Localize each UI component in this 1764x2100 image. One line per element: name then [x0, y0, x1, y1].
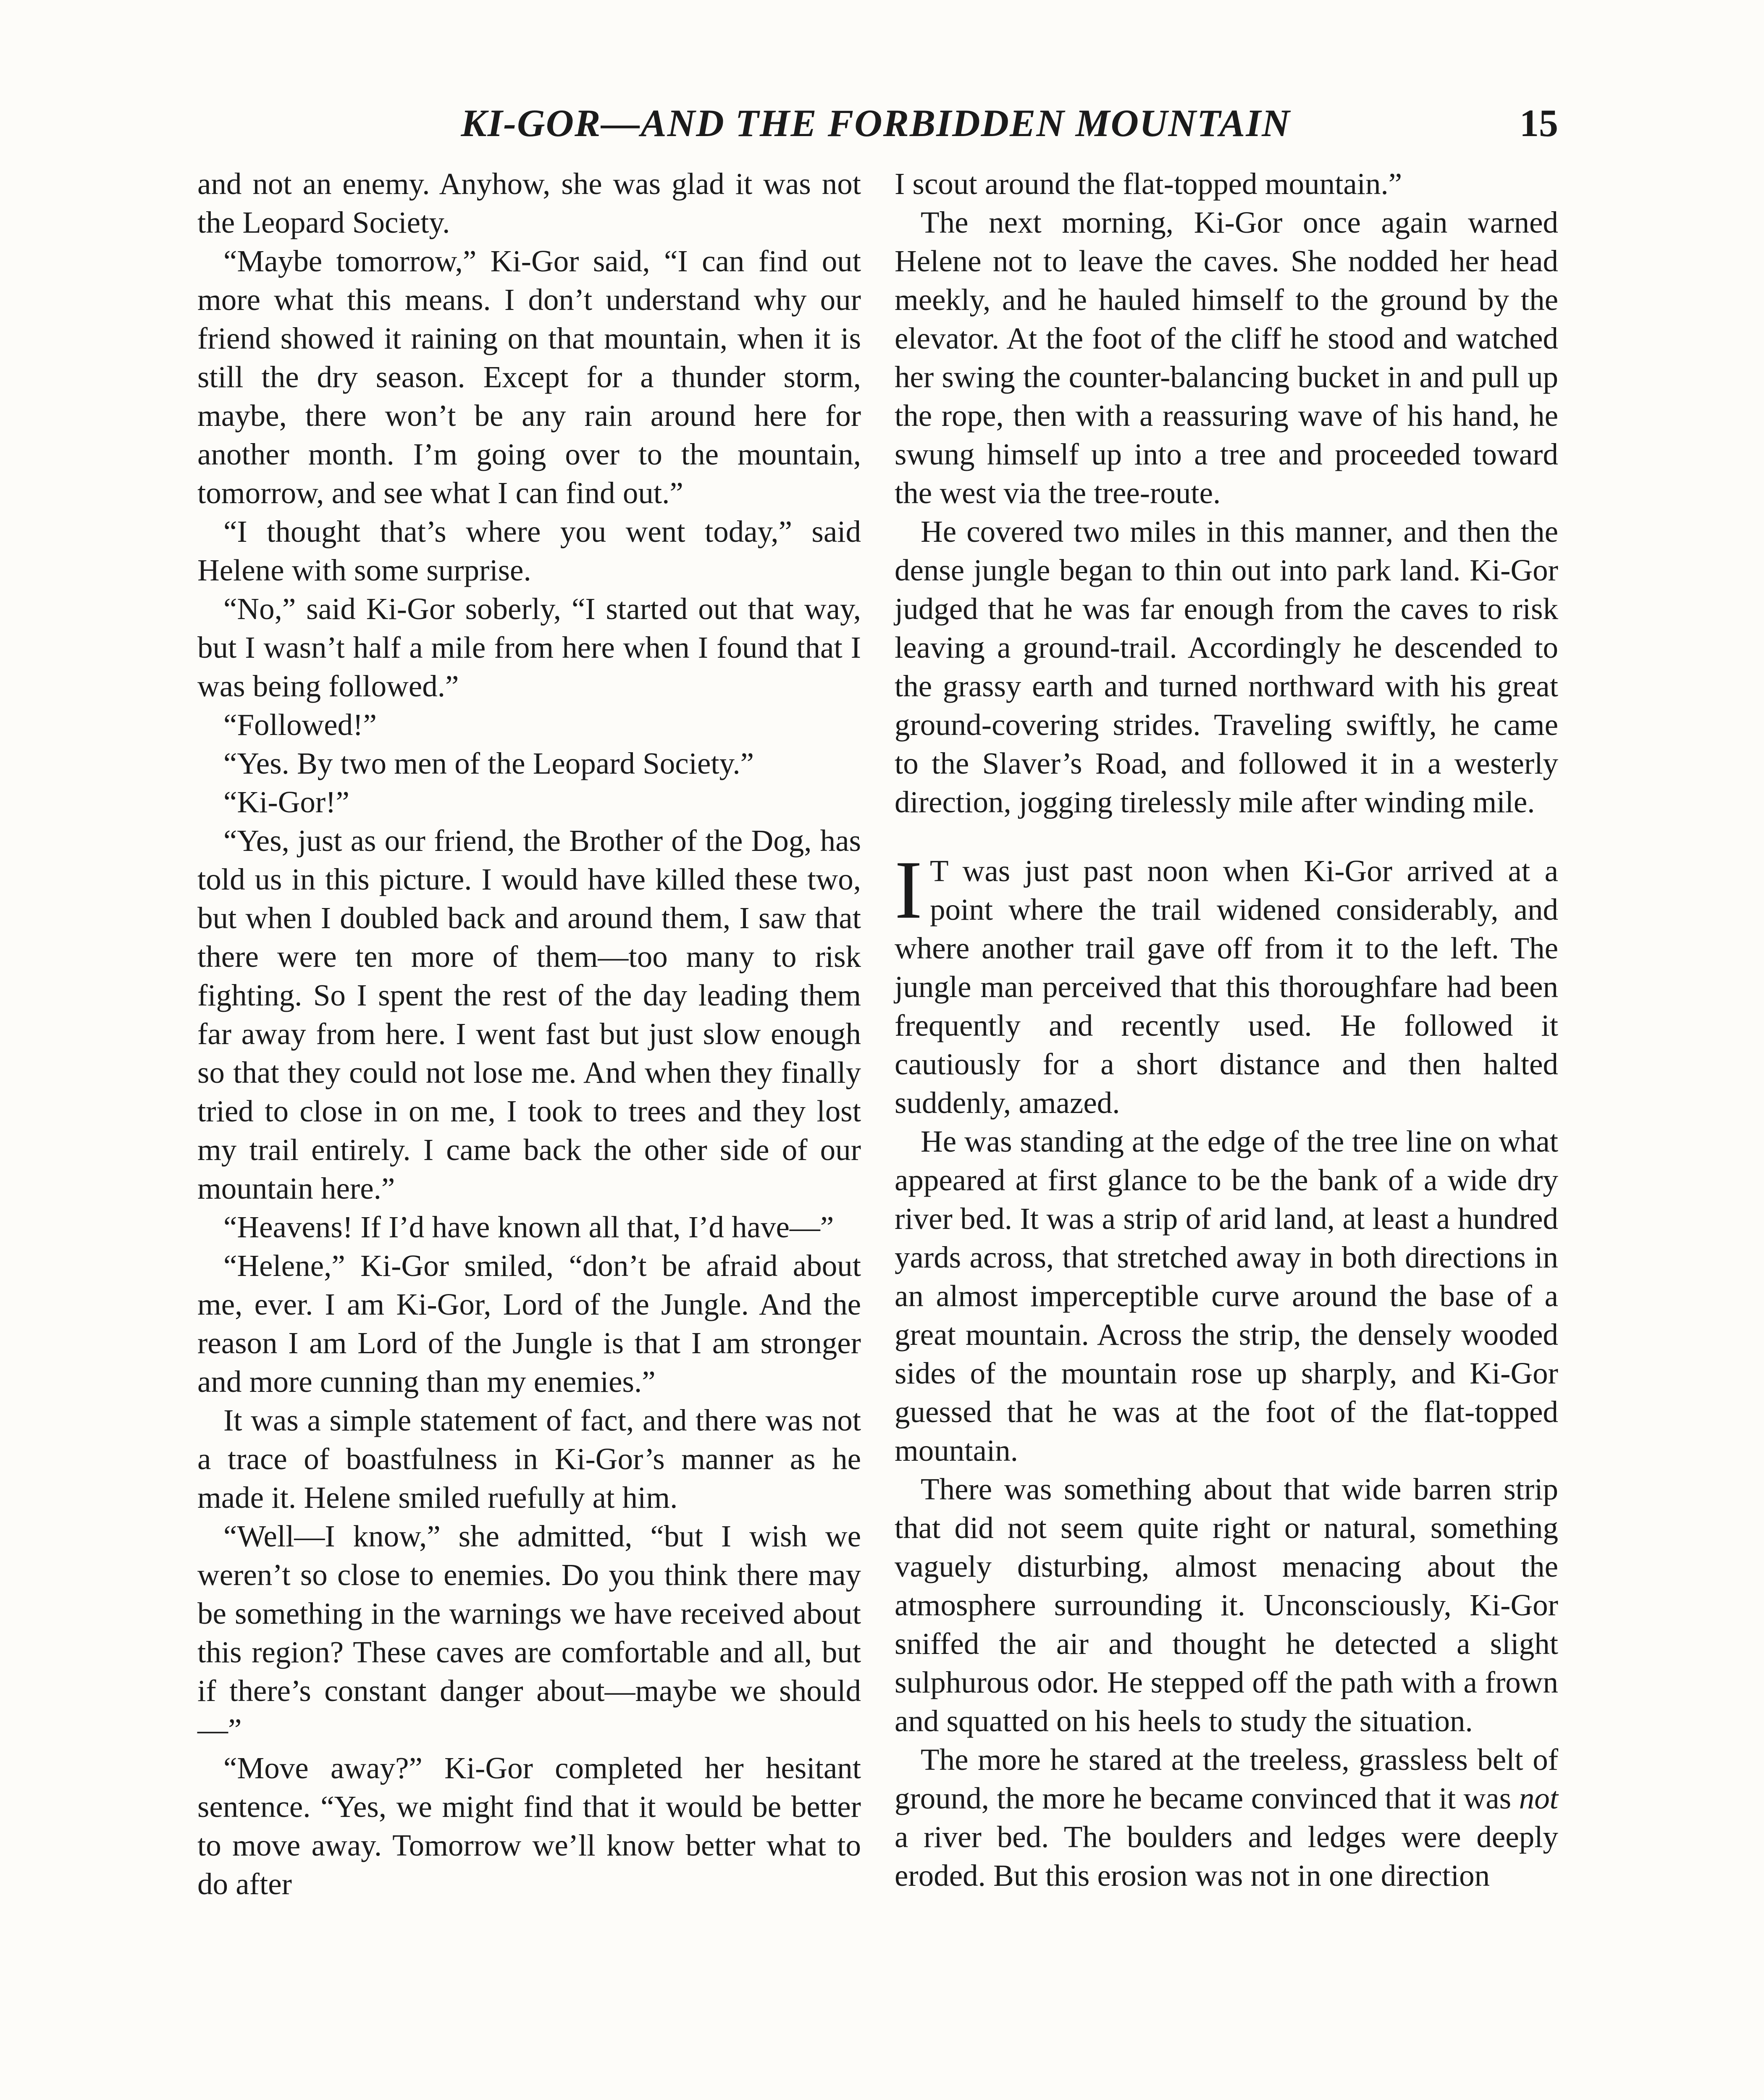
dropcap-letter: I: [895, 844, 922, 936]
paragraph: “Maybe tomorrow,” Ki-Gor said, “I can find out more what this means. I don’t understand why our friend showed it raining on that mountain, when it is still the dry season. Except for a thunder storm, maybe, there won’t be any rain around here for another month. I’m going over to the mountain, tomorrow, and see what I can find out.”: [197, 244, 861, 510]
paragraph: “Helene,” Ki-Gor smiled, “don’t be afraid about me, ever. I am Ki-Gor, Lord of the Jungle. And the reason I am Lord of the Jungle is that I am stronger and more cunning than my enemies.”: [197, 1249, 861, 1399]
paragraph: “Ki-Gor!”: [223, 785, 349, 819]
paragraph: The next morning, Ki-Gor once again warned Helene not to leave the caves. She nodded her head meekly, and he hauled himself to the ground by the elevator. At the foot of the cliff he stood and watched her swing the counter-balancing bucket in and pull up the rope, then with a reassuring wave of his hand, he swung himself up into a tree and proceeded toward the west via the tree-route.: [895, 205, 1558, 510]
paragraph: and not an enemy. Anyhow, she was glad it was not the Leopard Society.: [197, 167, 861, 239]
paragraph: He was standing at the edge of the tree line on what appeared at first glance to be the bank of a wide dry river bed. It was a strip of arid land, at least a hundred yards across, that stretched away in both directions in an almost imperceptible curve around the base of a great mountain. Across the strip, the densely wooded sides of the mountain rose up sharply, and Ki-Gor guessed that he was at the foot of the flat-topped mountain.: [895, 1124, 1558, 1467]
dropcap-paragraph: [895, 844, 1558, 1122]
paragraph: “Move away?” Ki-Gor completed her hesitant sentence. “Yes, we might find that it would be better to move away. Tomorrow we’ll know better what to do after: [197, 1751, 861, 1901]
paragraph: [895, 1740, 1558, 1895]
paragraph: “I thought that’s where you went today,” said Helene with some surprise.: [197, 514, 861, 587]
paragraph: He covered two miles in this manner, and then the dense jungle began to thin out into park land. Ki-Gor judged that he was far enough from the caves to risk leaving a ground-trail. Accordingly he descended to the grassy earth and turned northward with his great ground-covering strides. Traveling swiftly, he came to the Slaver’s Road, and followed it in a westerly direction, jogging tirelessly mile after winding mile.: [895, 514, 1558, 819]
text-run: a river bed. The boulders and ledges were deeply eroded. But this erosion was not in one direction: [895, 1820, 1558, 1893]
page-number: 15: [1520, 102, 1558, 144]
paragraph: “Followed!”: [223, 708, 377, 742]
paragraph: “Heavens! If I’d have known all that, I’d have—”: [223, 1210, 834, 1244]
paragraph: “No,” said Ki-Gor soberly, “I started out that way, but I wasn’t half a mile from here when I found that I was being followed.”: [197, 592, 861, 703]
paragraph: It was a simple statement of fact, and there was not a trace of boastfulness in Ki-Gor’s manner as he made it. Helene smiled ruefully at him.: [197, 1403, 861, 1515]
left-column: [197, 165, 861, 1903]
paragraph: “Yes. By two men of the Leopard Society.”: [223, 746, 754, 780]
right-column: [895, 165, 1558, 1895]
paragraph: “Yes, just as our friend, the Brother of the Dog, has told us in this picture. I would have killed these two, but when I doubled back and around them, I saw that there were ten more of them—too many to risk fighting. So I spent the rest of the day leading them far away from here. I went fast but just slow enough so that they could not lose me. And when they finally tried to close in on me, I took to trees and they lost my trail entirely. I came back the other side of our mountain here.”: [197, 824, 861, 1205]
page-header: [193, 97, 1558, 160]
paragraph: There was something about that wide barren strip that did not seem quite right or natural, something vaguely disturbing, almost menacing about the atmosphere surrounding it. Unconsciously, Ki-Gor sniffed the air and thought he detected a slight sulphurous odor. He stepped off the path with a frown and squatted on his heels to study the situation.: [895, 1472, 1558, 1738]
paragraph: I scout around the flat-topped mountain.”: [895, 167, 1402, 201]
text-run: The more he stared at the treeless, grassless belt of ground, the more he became convinced that it was: [895, 1743, 1558, 1815]
emphasis: not: [1519, 1781, 1558, 1815]
running-title: KI-GOR—AND THE FORBIDDEN MOUNTAIN: [461, 102, 1291, 144]
paragraph: “Well—I know,” she admitted, “but I wish we weren’t so close to enemies. Do you think there may be something in the warnings we have received about this region? These caves are comfortable and all, but if there’s constant danger about—maybe we should—”: [197, 1519, 861, 1746]
dropcap-text: was just past noon when Ki-Gor arrived at a point where the trail widened considerably, and where another trail gave off from it to the left. The jungle man perceived that this thoroughfare had been frequently and recently used. He followed it cautiously for a short distance and then halted suddenly, amazed.: [895, 854, 1558, 1120]
dropcap-rest: T: [929, 854, 948, 888]
